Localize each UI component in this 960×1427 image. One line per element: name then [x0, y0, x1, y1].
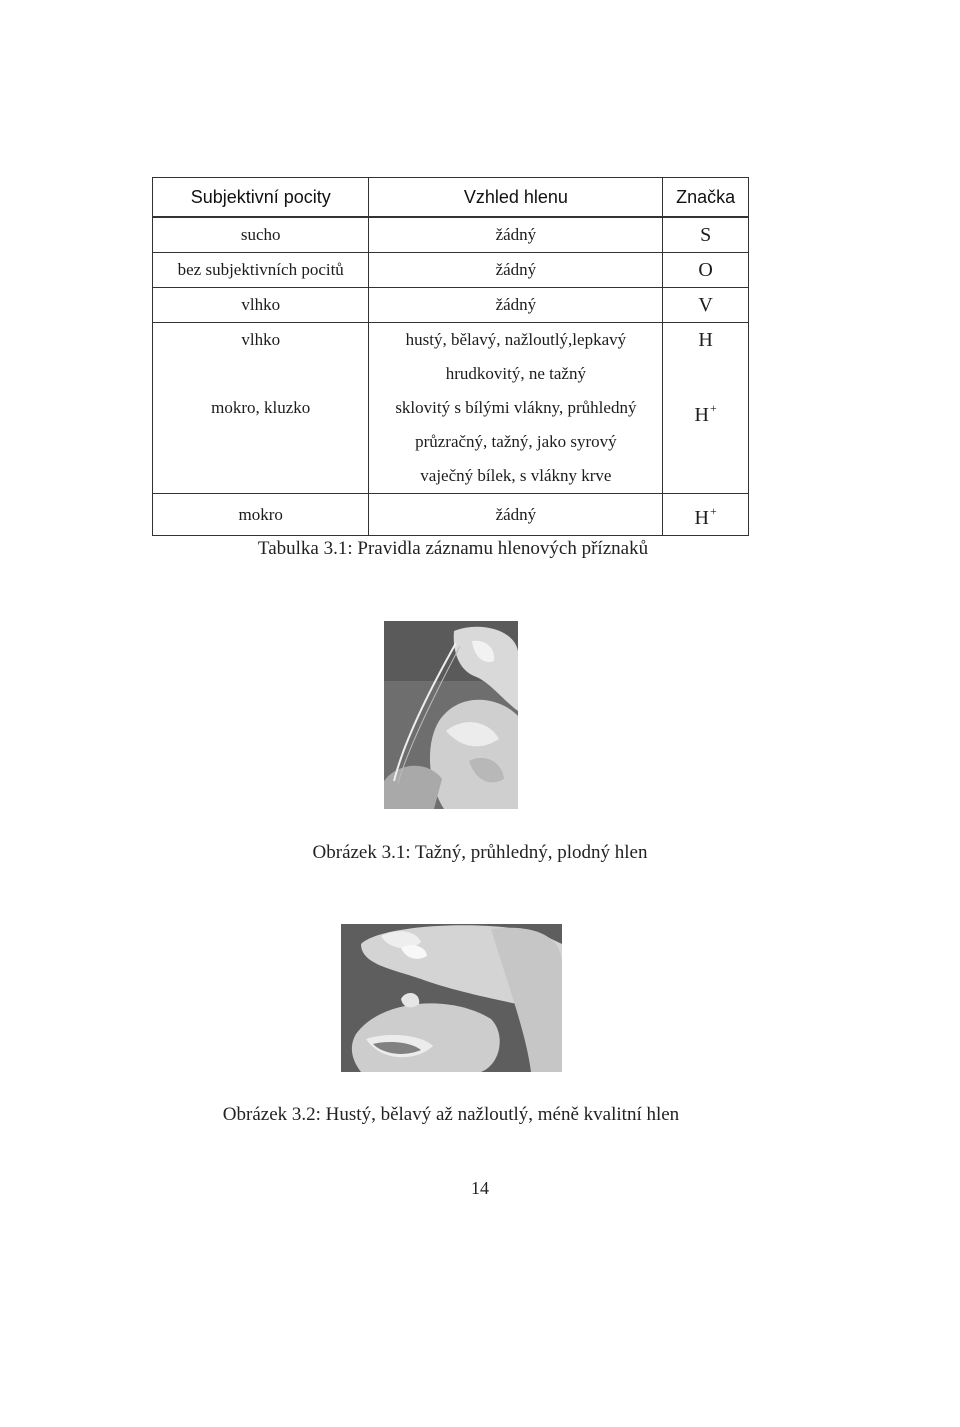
table-row	[153, 253, 749, 288]
cell-symbol: S	[663, 217, 749, 253]
appearance-line: hustý, bělavý, nažloutlý,lepkavý	[405, 330, 627, 349]
cell-feeling	[153, 323, 369, 392]
page-number: 14	[471, 1178, 489, 1198]
cell-feeling: vlhko	[153, 288, 369, 323]
cell-appearance: žádný	[369, 288, 663, 323]
figure-caption: Obrázek 3.2: Hustý, bělavý až nažloutlý, méně kvalitní hlen	[222, 1104, 680, 1125]
fingers-stretching-mucus-image	[384, 621, 518, 809]
cell-symbol	[663, 391, 749, 494]
symbol-text: H	[694, 507, 709, 529]
feeling-text: mokro, kluzko	[211, 398, 311, 417]
table-row	[153, 494, 749, 536]
table-row	[153, 391, 749, 494]
cell-appearance: žádný	[369, 217, 663, 253]
photo-thick-mucus	[341, 924, 562, 1072]
cell-feeling: mokro	[153, 494, 369, 536]
cell-feeling: bez subjektivních pocitů	[153, 253, 369, 288]
table-caption: Tabulka 3.1: Pravidla záznamu hlenových příznaků	[257, 538, 649, 559]
mucus-symptom-table	[152, 177, 749, 536]
feeling-text: vlhko	[241, 330, 281, 349]
symbol-superscript: +	[709, 504, 717, 518]
appearance-line: průzračný, tažný, jako syrový	[415, 432, 617, 451]
header-mucus-appearance: Vzhled hlenu	[369, 178, 663, 218]
symbol-text: H	[698, 329, 713, 351]
cell-symbol	[663, 494, 749, 536]
cell-feeling	[153, 391, 369, 494]
cell-appearance: žádný	[369, 494, 663, 536]
symbol-text: H	[694, 404, 709, 426]
table-header-row	[153, 178, 749, 218]
cell-appearance: žádný	[369, 253, 663, 288]
cell-appearance	[369, 323, 663, 392]
cell-appearance	[369, 391, 663, 494]
cell-symbol: V	[663, 288, 749, 323]
cell-symbol	[663, 323, 749, 392]
cell-symbol: O	[663, 253, 749, 288]
figure-caption: Obrázek 3.1: Tažný, průhledný, plodný hlen	[312, 842, 648, 863]
header-symbol: Značka	[663, 178, 749, 218]
symbol-superscript: +	[709, 401, 717, 415]
table-row	[153, 217, 749, 253]
symbol-wrap	[663, 391, 748, 425]
photo-stretchy-mucus	[384, 621, 518, 809]
header-subjective-feelings: Subjektivní pocity	[153, 178, 369, 218]
cell-feeling: sucho	[153, 217, 369, 253]
table-row	[153, 323, 749, 392]
table-row	[153, 288, 749, 323]
appearance-line: sklovitý s bílými vlákny, průhledný	[395, 398, 637, 417]
appearance-line: hrudkovitý, ne tažný	[445, 364, 586, 383]
appearance-line: vaječný bílek, s vlákny krve	[420, 466, 612, 485]
fingers-thick-mucus-image	[341, 924, 562, 1072]
